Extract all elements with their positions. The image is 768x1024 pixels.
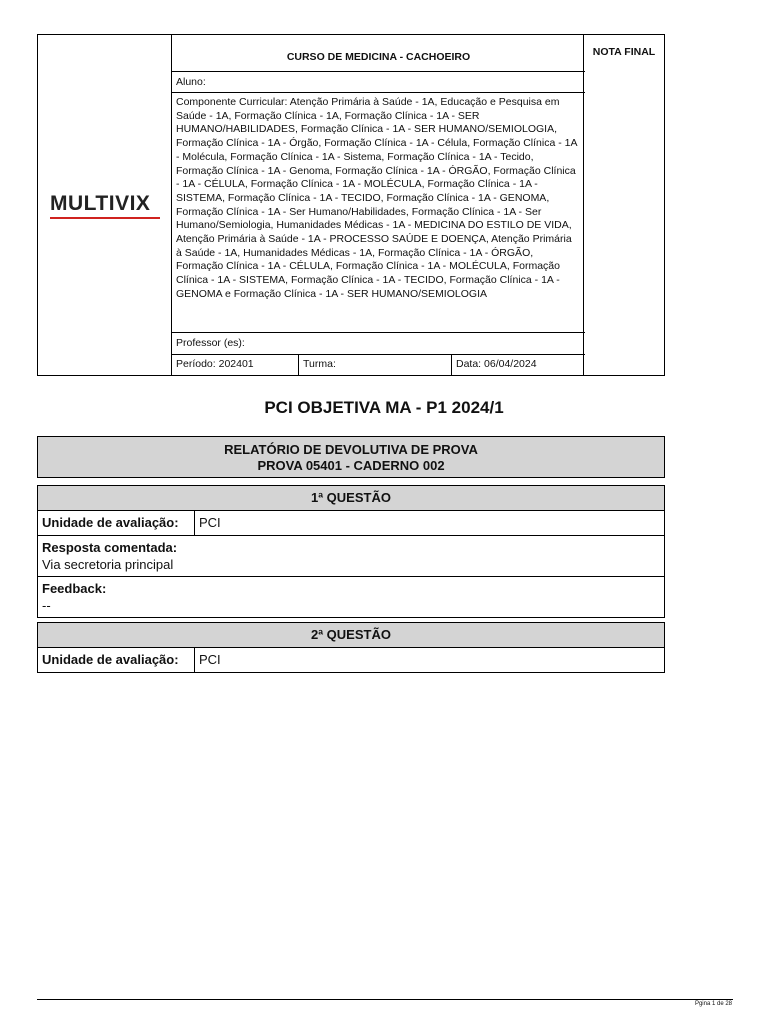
question-1: [37, 485, 665, 618]
unit-label: Unidade de avaliação:: [42, 652, 179, 667]
data-text: Data: 06/04/2024: [456, 358, 537, 370]
report-subtitle: PROVA 05401 - CADERNO 002: [257, 458, 445, 473]
feedback-label: Feedback:: [42, 581, 107, 596]
question-1-title: 1ª QUESTÃO: [38, 486, 664, 511]
nota-final-cell: [583, 35, 664, 375]
unit-value: PCI: [199, 515, 221, 530]
nota-final-label: NOTA FINAL: [592, 46, 656, 58]
periodo-cell: [172, 355, 299, 375]
question-1-unit-row: [38, 511, 664, 536]
periodo-text: Período: 202401: [176, 358, 254, 370]
feedback-value: --: [42, 598, 51, 613]
question-2-unit-row: [38, 648, 664, 672]
componente-curricular-row: [172, 93, 585, 333]
professor-label: Professor (es):: [176, 337, 245, 349]
header-info: [172, 35, 585, 375]
multivix-logo: MULTIVIX: [50, 192, 151, 215]
header-table: [37, 34, 665, 376]
logo-cell: [38, 35, 172, 375]
resposta-value: Via secretoria principal: [42, 557, 174, 572]
professor-row: [172, 333, 585, 355]
resposta-label: Resposta comentada:: [42, 540, 178, 555]
report-header: [37, 436, 665, 478]
unit-value: PCI: [199, 652, 221, 667]
aluno-label: Aluno:: [176, 76, 206, 88]
aluno-row: [172, 72, 585, 93]
turma-text: Turma:: [303, 358, 336, 370]
unit-label: Unidade de avaliação:: [42, 515, 179, 530]
column-divider: [194, 511, 195, 535]
page-number: Pgina 1 de 28: [694, 1001, 732, 1007]
course-title: CURSO DE MEDICINA - CACHOEIRO: [286, 51, 471, 63]
course-title-row: [172, 35, 585, 72]
periodo-row: [172, 355, 585, 375]
footer-divider: [37, 999, 733, 1000]
question-2: [37, 622, 665, 673]
question-2-title: 2ª QUESTÃO: [38, 623, 664, 648]
report-title: RELATÓRIO DE DEVOLUTIVA DE PROVA: [224, 442, 478, 457]
componente-curricular-text: Componente Curricular: Atenção Primária à Saúde - 1A, Educação e Pesquisa em Saúde - 1A, Formação Clínica - 1A, Formação Clínica - 1A - SER HUMANO/HABILIDADES, Formação Clínica - 1A - SER HUMANO/SEMIOLOGIA, Formação Clínica - 1A - Órgão, Formação Clínica - 1A - Célula, Formação Clínica - 1A - Molécula, Formação Clínica - 1A - Sistema, Formação Clínica - 1A - Tecido, Formação Clínica - 1A - Genoma, Formação Clínica - 1A - ÓRGÃO, Formação Clínica - 1A - CÉLULA, Formação Clínica - 1A - MOLÉCULA, Formação Clínica - 1A - SISTEMA, Formação Clínica - 1A - TECIDO, Formação Clínica - 1A - GENOMA, Formação Clínica - 1A - Ser Humano/Habilidades, Formação Clínica - 1A - Ser Humano/Semiologia, Humanidades Médicas - 1A - MEDICINA DO ESTILO DE VIDA, Atenção Primária à Saúde - 1A - PROCESSO SAÚDE E DOENÇA, Atenção Primária à Saúde - 1A, Humanidades Médicas - 1A, Formação Clínica - 1A - ÓRGÃO, Formação Clínica - 1A - CÉLULA, Formação Clínica - 1A - MOLÉCULA, Formação Clínica - 1A - SISTEMA, Formação Clínica - 1A - TECIDO, Formação Clínica - 1A - GENOMA e Formação Clínica - 1A - SER HUMANO/SEMIOLOGIA: [176, 96, 577, 300]
document-title: PCI OBJETIVA MA - P1 2024/1: [264, 398, 504, 417]
question-1-feedback-row: [38, 577, 664, 617]
logo-underline: [50, 217, 160, 219]
column-divider: [194, 648, 195, 672]
data-cell: [452, 355, 585, 375]
question-1-resposta-row: [38, 536, 664, 577]
turma-cell: [299, 355, 452, 375]
